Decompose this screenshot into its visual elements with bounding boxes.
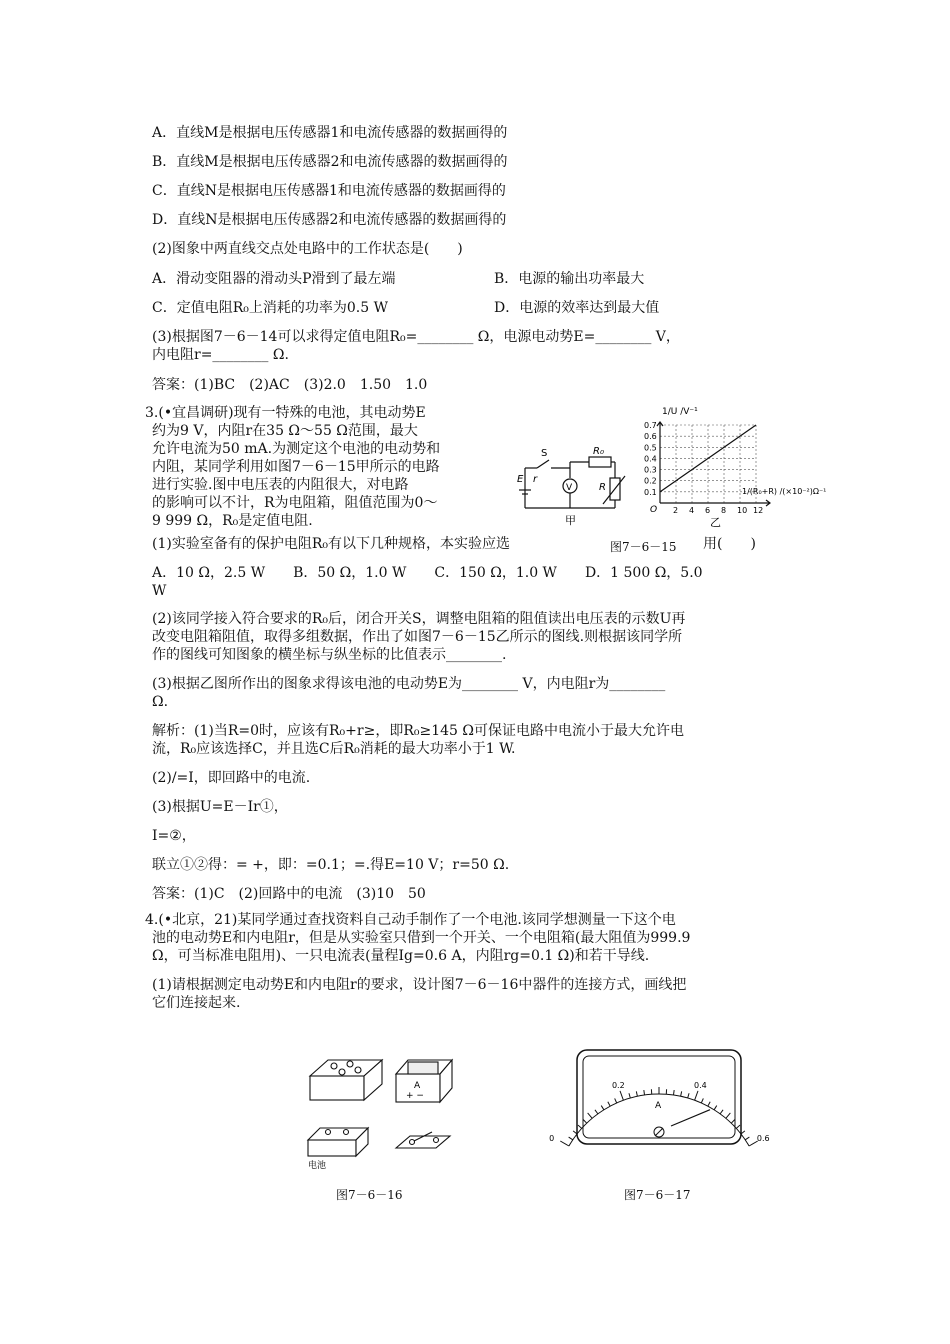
- q2-sub3-line1: (3)根据图7－6－14可以求得定值电阻R₀=________ Ω，电源电动势E=________ V，: [152, 329, 680, 345]
- q3-sub1-tail: 用( ): [703, 536, 756, 552]
- q3-line5: 进行实验.图中电压表的内阻很大，对电路: [152, 477, 409, 493]
- r-label: R: [599, 482, 606, 493]
- y-tick-label: 0.6: [644, 432, 657, 442]
- q3-line2: 约为9 V，内阻r在35 Ω～55 Ω范围，最大: [152, 423, 418, 439]
- q2-sub2-b: B．电源的输出功率最大: [494, 271, 645, 287]
- y-tick-label: 0.5: [644, 443, 657, 453]
- y-tick-label: 0.1: [644, 487, 657, 497]
- q4-line3: Ω，可当标准电阻用)、一只电流表(量程Ig=0.6 A，内阻rg=0.1 Ω)和若干导线.: [152, 948, 650, 964]
- dial-scale-label: 0.2: [611, 1081, 625, 1091]
- q3-line6: 的影响可以不计，R为电阻箱，阻值范围为0～: [152, 495, 438, 511]
- ammeter-terminals: + −: [406, 1091, 424, 1101]
- q4-line1: 4.(•北京，21)某同学通过查找资料自己动手制作了一个电池.该同学想测量一下这个电: [145, 912, 676, 928]
- q3-line7: 9 999 Ω，R₀是定值电阻.: [152, 513, 313, 529]
- q4-sub1-line2: 它们连接起来.: [152, 995, 241, 1011]
- x-tick-label: 8: [721, 506, 727, 515]
- y-tick-label: 0.2: [644, 476, 657, 486]
- y-tick-label: 0.3: [644, 465, 657, 475]
- q3-solution-3: (3)根据U=E－Ir①，: [152, 799, 288, 815]
- q2-option-d: D．直线N是根据电压传感器2和电流传感器的数据画得的: [152, 212, 507, 228]
- x-tick-label: 4: [689, 506, 695, 515]
- q4-line2: 池的电动势E和内电阻r，但是从实验室只借到一个开关、一个电阻箱(最大阻值为999.9: [152, 930, 691, 946]
- dial-scale-label: 0: [549, 1134, 555, 1143]
- x-tick-label: 6: [705, 506, 711, 515]
- internal-r-label: r: [533, 474, 538, 485]
- q3-sub2-line1: (2)该同学接入符合要求的R₀后，闭合开关S，调整电阻箱的阻值读出电压表的示数U再: [152, 611, 686, 627]
- origin-label: O: [650, 505, 658, 515]
- resistance-box-icon: [310, 1076, 364, 1100]
- dial-tick: [673, 1090, 674, 1095]
- y-tick-label: 0.4: [644, 454, 657, 464]
- dial-scale-label: 0.4: [694, 1081, 707, 1091]
- q3-options-tail: W: [152, 583, 167, 599]
- x-tick-label: 10: [737, 506, 748, 515]
- q3-solution-line2: 流，R₀应该选择C，并且选C后R₀消耗的最大功率小于1 W.: [152, 741, 516, 757]
- x-axis-label: 1/(R₀+R) /(×10⁻²)Ω⁻¹: [742, 487, 827, 496]
- q2-sub2-a: A．滑动变阻器的滑动头P滑到了最左端: [152, 271, 396, 287]
- q3-sub3-line1: (3)根据乙图所作出的图象求得该电池的电动势E为________ V，内电阻r为________: [152, 676, 666, 692]
- r0-label: R₀: [593, 446, 604, 457]
- q2-option-b: B．直线M是根据电压传感器2和电流传感器的数据画得的: [152, 154, 508, 170]
- switch-icon: [396, 1136, 450, 1148]
- q2-option-c: C．直线N是根据电压传感器1和电流传感器的数据画得的: [152, 183, 506, 199]
- x-tick-label: 2: [673, 506, 679, 515]
- q2-sub2: (2)图象中两直线交点处电路中的工作状态是( ): [152, 241, 463, 257]
- q2-sub2-c: C．定值电阻R₀上消耗的功率为0.5 W: [152, 300, 388, 316]
- q4-sub1-line1: (1)请根据测定电动势E和内电阻r的要求，设计图7－6－16中器件的连接方式，画线把: [152, 977, 687, 993]
- ammeter-dial-figure: [549, 1048, 770, 1146]
- dial-tick: [569, 1137, 573, 1140]
- fig-7-6-16-caption: 图7－6－16: [336, 1188, 403, 1202]
- switch-label: S: [541, 448, 548, 459]
- switch-symbol: [537, 460, 549, 468]
- q3-sub2-line2: 改变电阻箱阻值，取得多组数据，作出了如图7－6－15乙所示的图线.则根据该同学所: [152, 629, 683, 645]
- fig-7-6-15-caption: 图7－6－15: [610, 540, 677, 554]
- y-tick-label: 0.7: [644, 421, 657, 430]
- q3-sub1: (1)实验室备有的保护电阻R₀有以下几种规格，本实验应选: [152, 536, 510, 552]
- r0-resistor: [589, 457, 611, 467]
- q3-sub3-line2: Ω.: [152, 694, 169, 710]
- circuit-label: 甲: [565, 514, 576, 527]
- dial-letter: A: [655, 1101, 662, 1111]
- q3-line4: 内阻，某同学利用如图7－6－15甲所示的电路: [152, 459, 440, 475]
- q2-sub3-line2: 内电阻r=________ Ω.: [152, 347, 289, 363]
- dial-tick: [745, 1137, 749, 1140]
- q3-options: A．10 Ω，2.5 W B．50 Ω，1.0 W C．150 Ω，1.0 W D．1 500 Ω，5.0: [152, 565, 703, 581]
- fig-7-6-17-caption: 图7－6－17: [624, 1188, 691, 1202]
- q3-line1: 3.(•宜昌调研)现有一特殊的电池，其电动势E: [145, 405, 426, 421]
- voltmeter-label: V: [566, 483, 573, 493]
- emf-label: E: [517, 474, 524, 485]
- battery-icon: [308, 1140, 356, 1156]
- circuit-diagram: [515, 432, 625, 527]
- q3-solution-5: 联立①②得：= +，即：=0.1；=.得E=10 V；r=50 Ω.: [152, 857, 510, 873]
- x-tick-label: 12: [753, 506, 764, 515]
- battery-label: 电池: [308, 1161, 327, 1171]
- q3-solution-line1: 解析：(1)当R=0时，应该有R₀+r≥，即R₀≥145 Ω可保证电路中电流小于最大允许电: [152, 723, 684, 739]
- q3-sub2-line3: 作的图线可知图象的横坐标与纵坐标的比值表示________.: [152, 647, 507, 663]
- ammeter-letter: A: [414, 1081, 421, 1091]
- graph-label: 乙: [710, 516, 721, 529]
- graph-1-over-u: [630, 400, 840, 530]
- q2-sub2-d: D．电源的效率达到最大值: [494, 300, 660, 316]
- dial-tick: [644, 1090, 645, 1095]
- q3-solution-2: (2)/=I，即回路中的电流.: [152, 770, 311, 786]
- apparatus-figure: [300, 1048, 460, 1170]
- q3-line3: 允许电流为50 mA.为测定这个电池的电动势和: [152, 441, 441, 457]
- y-axis-label: 1/U /V⁻¹: [662, 407, 698, 417]
- q2-option-a: A．直线M是根据电压传感器1和电流传感器的数据画得的: [152, 125, 508, 141]
- dial-tick: [560, 1141, 569, 1146]
- q3-solution-4: I=②，: [152, 828, 196, 844]
- q2-answer: 答案：(1)BC (2)AC (3)2.0 1.50 1.0: [152, 377, 428, 393]
- dial-scale-label: 0.6: [756, 1134, 770, 1143]
- q3-answer: 答案：(1)C (2)回路中的电流 (3)10 50: [152, 886, 426, 902]
